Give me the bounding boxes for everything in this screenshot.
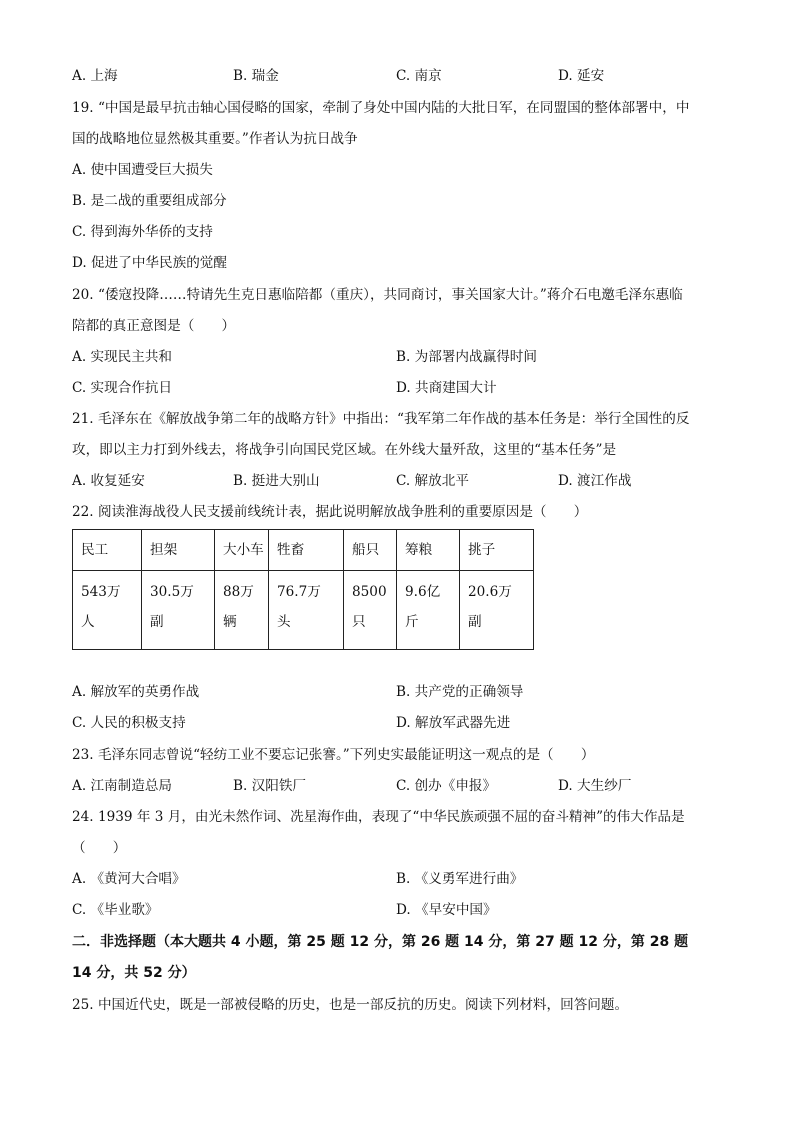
table-cell: 30.5万 副 (142, 571, 215, 650)
q18-options (72, 67, 732, 85)
q22-options-row1 (72, 683, 732, 701)
table-header-row (73, 530, 534, 571)
q19-option-a[interactable]: A. 使中国遭受巨大损失 (72, 162, 213, 178)
table-row (73, 571, 534, 650)
table-header-cell: 担架 (142, 530, 215, 571)
q24-option-d[interactable]: D. 《早安中国》 (396, 902, 497, 918)
q23-option-d[interactable]: D. 大生纱厂 (558, 778, 632, 794)
q21-option-a[interactable]: A. 收复延安 (72, 473, 145, 489)
q23-option-b[interactable]: B. 汉阳铁厂 (233, 778, 307, 794)
q19-option-b[interactable]: B. 是二战的重要组成部分 (72, 193, 227, 209)
table-header-cell: 大小车 (215, 530, 269, 571)
q18-option-d[interactable]: D. 延安 (558, 68, 605, 84)
q18-option-b[interactable]: B. 瑞金 (233, 68, 279, 84)
q24-option-c[interactable]: C. 《毕业歌》 (72, 902, 159, 918)
q20-option-b[interactable]: B. 为部署内战赢得时间 (396, 349, 537, 365)
q23-option-c[interactable]: C. 创办《申报》 (396, 778, 497, 794)
q20-stem-line1: 20. “倭寇投降……特请先生克日惠临陪都（重庆），共同商讨，事关国家大计。”蒋介石电邀毛泽东惠临 (72, 287, 683, 303)
table-cell: 9.6亿 斤 (397, 571, 460, 650)
q21-stem-line1: 21. 毛泽东在《解放战争第二年的战略方针》中指出：“我军第二年作战的基本任务是：举行全国性的反 (72, 411, 690, 427)
q20-options-row2 (72, 379, 732, 397)
q23-option-a[interactable]: A. 江南制造总局 (72, 778, 173, 794)
q19-option-d[interactable]: D. 促进了中华民族的觉醒 (72, 255, 227, 271)
section2-heading-line1: 二．非选择题（本大题共 4 小题，第 25 题 12 分，第 26 题 14 分，第 27 题 12 分，第 28 题 (72, 934, 689, 950)
table-header-cell: 船只 (344, 530, 397, 571)
q22-option-a[interactable]: A. 解放军的英勇作战 (72, 684, 200, 700)
q19-option-c[interactable]: C. 得到海外华侨的支持 (72, 224, 213, 240)
q22-options-row2 (72, 714, 732, 732)
q24-option-b[interactable]: B. 《义勇军进行曲》 (396, 871, 524, 887)
q23-stem-line1: 23. 毛泽东同志曾说“轻纺工业不要忘记张謇。”下列史实最能证明这一观点的是（ ） (72, 747, 595, 763)
q18-option-c[interactable]: C. 南京 (396, 68, 442, 84)
q21-options (72, 472, 732, 490)
q21-option-c[interactable]: C. 解放北平 (396, 473, 469, 489)
q25-stem-line1: 25. 中国近代史，既是一部被侵略的历史，也是一部反抗的历史。阅读下列材料，回答问题。 (72, 997, 629, 1013)
section2-heading-line2: 14 分，共 52 分） (72, 965, 196, 981)
table-header-cell: 筹粮 (397, 530, 460, 571)
table-cell: 543万 人 (73, 571, 142, 650)
table-cell: 20.6万 副 (460, 571, 534, 650)
table-header-cell: 牲畜 (269, 530, 344, 571)
q20-options-row1 (72, 348, 732, 366)
q20-option-c[interactable]: C. 实现合作抗日 (72, 380, 173, 396)
q22-stem-line1: 22. 阅读淮海战役人民支援前线统计表，据此说明解放战争胜利的重要原因是（ ） (72, 504, 588, 520)
table-cell: 88万 辆 (215, 571, 269, 650)
q22-option-b[interactable]: B. 共产党的正确领导 (396, 684, 524, 700)
q19-stem-line2: 国的战略地位显然极其重要。”作者认为抗日战争 (72, 131, 358, 147)
q21-stem-line2: 攻，即以主力打到外线去，将战争引向国民党区域。在外线大量歼敌，这里的“基本任务”是 (72, 442, 617, 458)
table-header-cell: 民工 (73, 530, 142, 571)
q20-option-d[interactable]: D. 共商建国大计 (396, 380, 497, 396)
q23-options (72, 777, 732, 795)
huaihai-support-table (72, 529, 534, 650)
q21-option-d[interactable]: D. 渡江作战 (558, 473, 632, 489)
q18-option-a[interactable]: A. 上海 (72, 68, 118, 84)
q24-stem-line1: 24. 1939 年 3 月，由光未然作词、冼星海作曲，表现了“中华民族顽强不屈的奋斗精神”的伟大作品是 (72, 809, 685, 825)
q20-stem-line2: 陪都的真正意图是（ ） (72, 318, 236, 334)
q22-option-c[interactable]: C. 人民的积极支持 (72, 715, 186, 731)
q19-stem-line1: 19. “中国是最早抗击轴心国侵略的国家，牵制了身处中国内陆的大批日军，在同盟国的整体部署中，中 (72, 100, 690, 116)
table-cell: 8500 只 (344, 571, 397, 650)
q20-option-a[interactable]: A. 实现民主共和 (72, 349, 173, 365)
q24-options-row2 (72, 901, 732, 919)
q24-options-row1 (72, 870, 732, 888)
table-cell: 76.7万 头 (269, 571, 344, 650)
q24-option-a[interactable]: A. 《黄河大合唱》 (72, 871, 186, 887)
table-header-cell: 挑子 (460, 530, 534, 571)
q22-option-d[interactable]: D. 解放军武器先进 (396, 715, 511, 731)
q21-option-b[interactable]: B. 挺进大别山 (233, 473, 320, 489)
q24-stem-line2: （ ） (72, 840, 127, 856)
